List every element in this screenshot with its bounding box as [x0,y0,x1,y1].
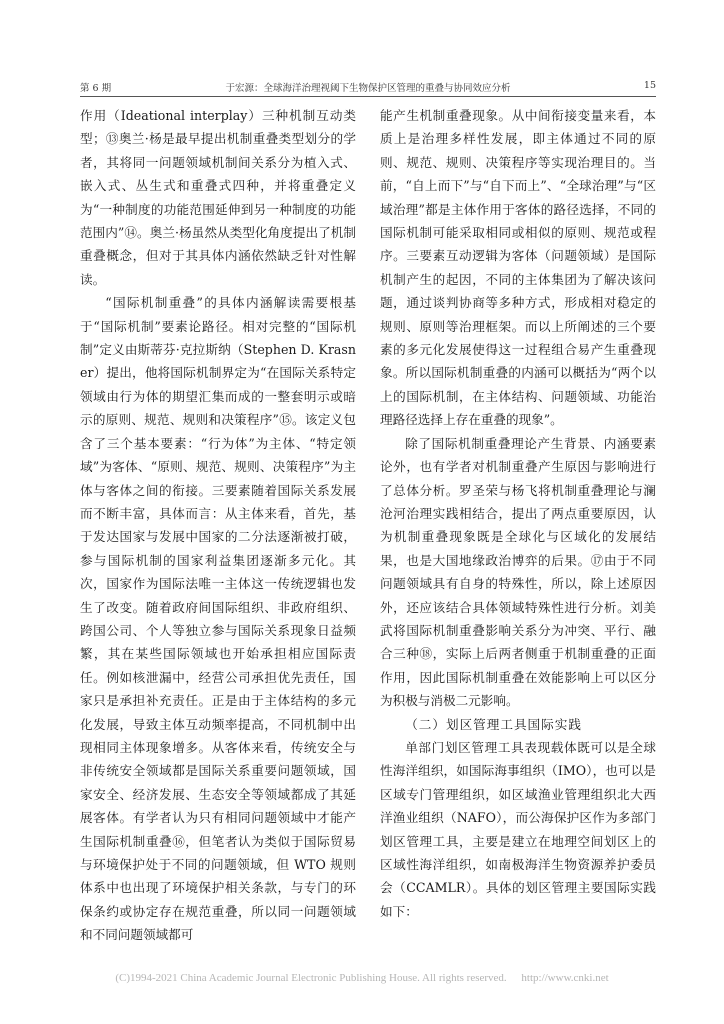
section-heading: （二）划区管理工具国际实践 [405,716,582,732]
copyright-footer [0,972,724,984]
header-divider [80,96,656,97]
page-number: 15 [643,80,656,91]
running-title: 于宏源：全球海洋治理视阈下生物保护区管理的重叠与协同效应分析 [225,83,511,94]
paragraph: 除了国际机制重叠理论产生背景、内涵要素论外，也有学者对机制重叠产生原因与影响进行了总体分析。罗圣荣与杨飞将机制重叠理论与澜沧河治理实践相结合，提出了两点重要原因，认为机制重叠现象既是全球化与区域化的发展结果，也是大国地缘政治博弈的后果。⑰由于不同问题领域具有自身的特殊性，所以，除上述原因外，还应该结合具体领域特殊性进行分析。刘美武将国际机制重叠影响关系分为冲突、平行、融合三种⑱，实际上后两者侧重于机制重叠的正面作用，因此国际机制重叠在效能影响上可以区分为积极与消极二元影响。 [380,435,656,709]
right-column [380,104,656,923]
running-header [80,80,656,100]
issue-number: 第 6 期 [80,83,112,94]
copyright-text: (C)1994-2021 China Academic Journal Electronic Publishing House. All rights reserved. [115,972,507,984]
paragraph: 单部门划区管理工具表现载体既可以是全球性海洋组织，如国际海事组织（IMO），也可以是区域专门管理组织，如区域渔业管理组织北大西洋渔业组织（NAFO），而公海保护区作为多部门划区管理工具，主要是建立在地理空间划区上的区域性海洋组织，如南极海洋生物资源养护委员会（CCAMLR）。具体的划区管理主要国际实践如下： [380,739,656,919]
paragraph: 能产生机制重叠现象。从中间衔接变量来看，本质上是治理多样性发展，即主体通过不同的原则、规范、规则、决策程序等实现治理目的。当前，“自上而下”与“自下而上”、“全球治理”与“区域治理”都是主体作用于客体的路径选择，不同的国际机制可能采取相同或相似的原则、规范或程序。三要素互动逻辑为客体（问题领域）是国际机制产生的起因，不同的主体集团为了解决该问题，通过谈判协商等多种方式，形成相对稳定的规则、原则等治理框架。而以上所阐述的三个要素的多元化发展使得这一过程组合易产生重叠现象。所以国际机制重叠的内涵可以概括为“两个以上的国际机制，在主体结构、问题领域、功能治理路径选择上存在重叠的现象”。 [380,108,656,428]
left-column [80,104,356,947]
cnki-link[interactable]: http://www.cnki.net [521,972,609,984]
paragraph: 作用（Ideational interplay）三种机制互动类型；⑬奥兰·杨是最早提出机制重叠类型划分的学者，其将同一问题领域机制间关系分为植入式、嵌入式、丛生式和重叠式四种，并将重叠定义为“一种制度的功能范围延伸到另一种制度的功能范围内”⑭。奥兰·杨虽然从类型化角度提出了机制重叠概念，但对于其具体内涵依然缺乏针对性解读。 [80,108,356,287]
paragraph: “国际机制重叠”的具体内涵解读需要根基于“国际机制”要素论路径。相对完整的“国际机制”定义由斯蒂芬·克拉斯纳（Stephen D. Krasner）提出，他将国际机制界定为“在国际关系特定领域由行为体的期望汇集而成的一整套明示或暗示的原则、规范、规则和决策程序”⑮。该定义包含了三个基本要素：“行为体”为主体、“特定领域”为客体、“原则、规范、规则、决策程序”为主体与客体之间的衔接。三要素随着国际关系发展而不断丰富，具体而言：从主体来看，首先，基于发达国家与发展中国家的二分法逐渐被打破，参与国际机制的国家利益集团逐渐多元化。其次，国家作为国际法唯一主体这一传统逻辑也发生了改变。随着政府间国际组织、非政府组织、跨国公司、个人等独立参与国际关系现象日益频繁，其在某些国际领域也开始承担相应国际责任。例如核泄漏中，经营公司承担优先责任，国家只是承担补充责任。正是由于主体结构的多元化发展，导致主体互动频率提高，不同机制中出现相同主体现象增多。从客体来看，传统安全与非传统安全领域都是国际关系重要问题领域，国家安全、经济发展、生态安全等领域都成了其延展客体。有学者认为只有相同问题领域中才能产生国际机制重叠⑯，但笔者认为类似于国际贸易与环境保护处于不同的问题领域，但 WTO 规则体系中也出现了环境保护相关条款，与专门的环保条约或协定存在规范重叠，所以同一问题领域和不同问题领域都可 [80,295,356,943]
